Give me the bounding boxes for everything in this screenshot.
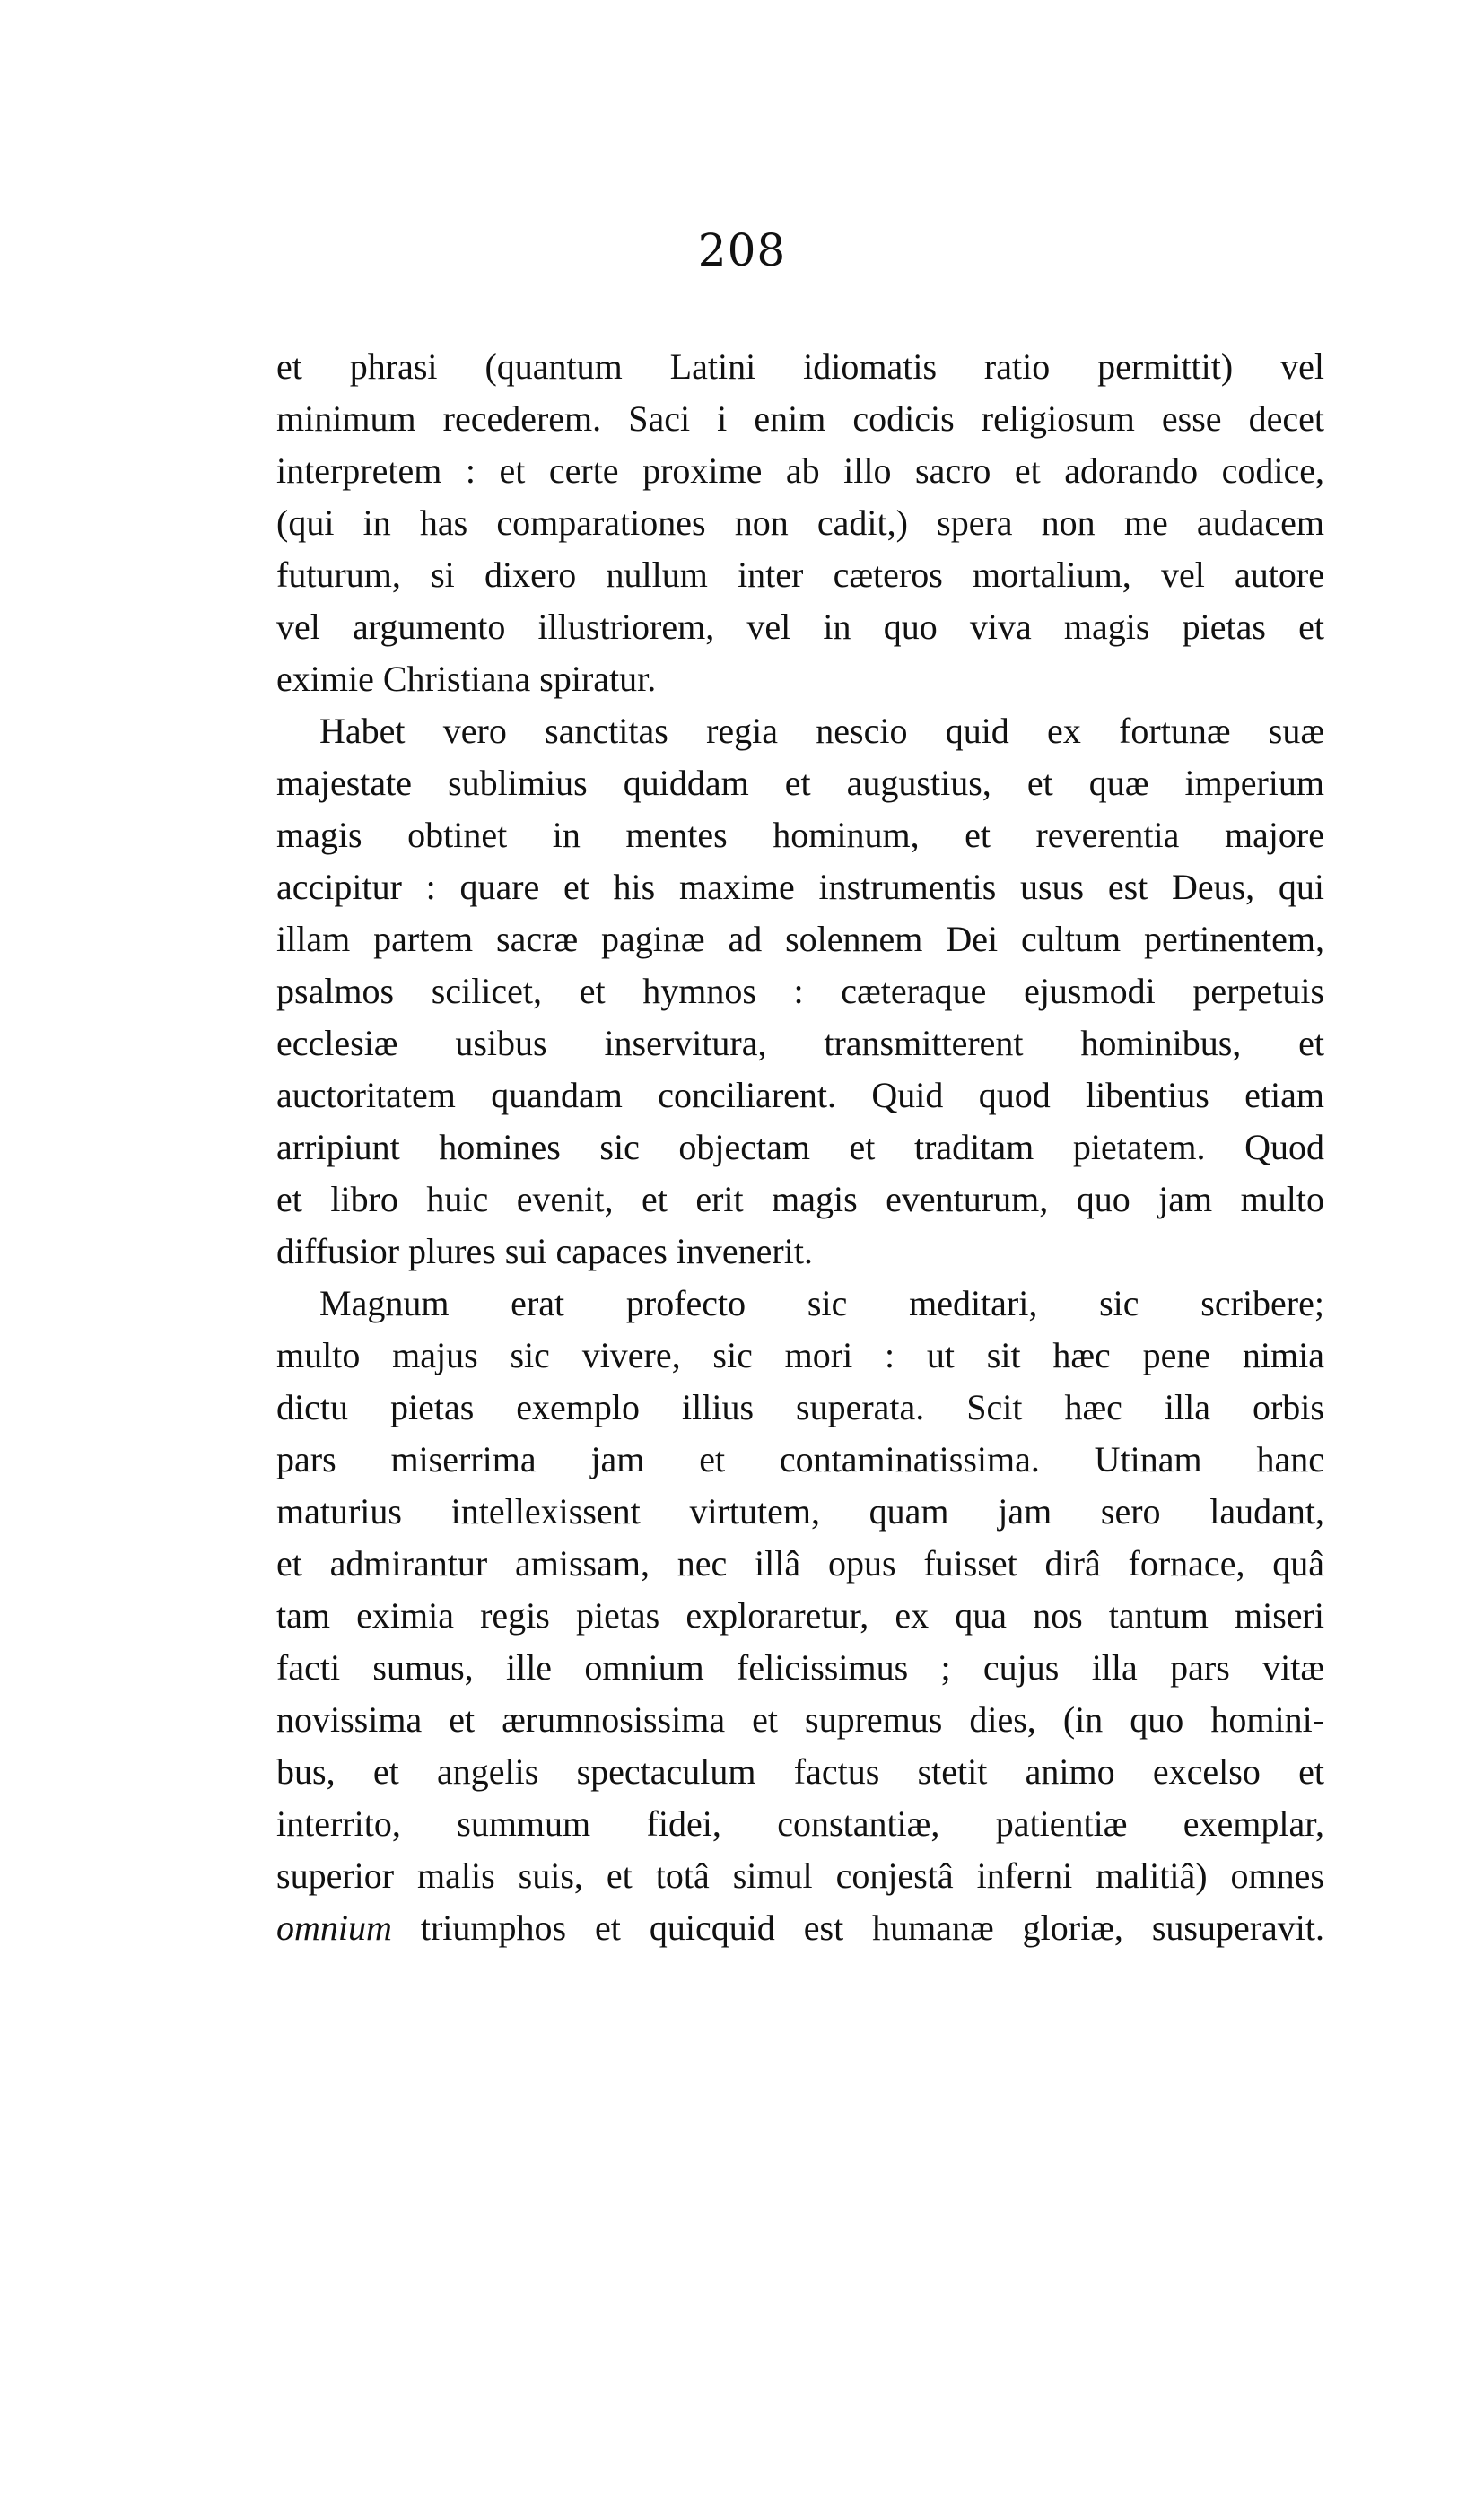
text-line: diffusior plures sui capaces invenerit. — [276, 1231, 813, 1271]
text-line: Magnum erat profecto sic meditari, sic scribere; — [319, 1283, 1324, 1323]
text-line: maturius intellexissent virtutem, quam jam sero laudant, — [276, 1491, 1324, 1532]
text-line: eximie Christiana spiratur. — [276, 659, 657, 699]
text-line: arripiunt homines sic objectam et traditam pietatem. Quod — [276, 1127, 1324, 1167]
text-line: futurum, si dixero nullum inter cæteros mortalium, vel autore — [276, 554, 1324, 595]
text-line: minimum recederem. Saci i enim codicis religiosum esse decet — [276, 398, 1324, 439]
text-line: multo majus sic vivere, sic mori : ut sit hæc pene nimia — [276, 1335, 1324, 1375]
text-line: majestate sublimius quiddam et augustius, et quæ imperium — [276, 763, 1324, 803]
text-line: vel argumento illustriorem, vel in quo viva magis pietas et — [276, 607, 1324, 647]
text-line: superior malis suis, et totâ simul conjestâ inferni malitiâ) omnes — [276, 1855, 1324, 1896]
text-line: interrito, summum fidei, constantiæ, patientiæ exemplar, — [276, 1803, 1324, 1844]
text-line: et admirantur amissam, nec illâ opus fuisset dirâ fornace, quâ — [276, 1543, 1324, 1584]
text-line: illam partem sacræ paginæ ad solennem Dei cultum pertinentem, — [276, 919, 1324, 959]
text-line: accipitur : quare et his maxime instrumentis usus est Deus, qui — [276, 867, 1324, 907]
text-line: magis obtinet in mentes hominum, et reverentia majore — [276, 815, 1324, 855]
text-line: interpretem : et certe proxime ab illo sacro et adorando codice, — [276, 450, 1324, 491]
paragraph-2 — [276, 705, 1324, 1278]
text-line: ecclesiæ usibus inservitura, transmitterent hominibus, et — [276, 1023, 1324, 1063]
text-line: novissima et ærumnosissima et supremus dies, (in quo homini- — [276, 1699, 1324, 1740]
paragraph-1 — [276, 341, 1324, 705]
text-line: (qui in has comparationes non cadit,) spera non me audacem — [276, 502, 1324, 543]
text-line: psalmos scilicet, et hymnos : cæteraque ejusmodi perpetuis — [276, 971, 1324, 1011]
text-line: et phrasi (quantum Latini idiomatis ratio permittit) vel — [276, 346, 1324, 387]
text-line: auctoritatem quandam conciliarent. Quid quod libentius etiam — [276, 1075, 1324, 1115]
final-line-rest: triumphos et quicquid est humanæ gloriæ, susuperavit. — [391, 1907, 1324, 1948]
paragraph-3 — [276, 1278, 1324, 1954]
body-text — [276, 341, 1324, 1954]
text-line: pars miserrima jam et contaminatissima. Utinam hanc — [276, 1439, 1324, 1479]
text-line: facti sumus, ille omnium felicissimus ; cujus illa pars vitæ — [276, 1647, 1324, 1688]
italic-word: omnium — [276, 1907, 392, 1948]
text-line: tam eximia regis pietas exploraretur, ex qua nos tantum miseri — [276, 1595, 1324, 1636]
text-line: et libro huic evenit, et erit magis eventurum, quo jam multo — [276, 1179, 1324, 1219]
text-line: dictu pietas exemplo illius superata. Scit hæc illa orbis — [276, 1387, 1324, 1427]
page-number: 208 — [697, 224, 787, 276]
text-line: Habet vero sanctitas regia nescio quid ex fortunæ suæ — [319, 711, 1324, 751]
text-line: bus, et angelis spectaculum factus stetit animo excelso et — [276, 1751, 1324, 1792]
text-line-final — [276, 1902, 1324, 1954]
